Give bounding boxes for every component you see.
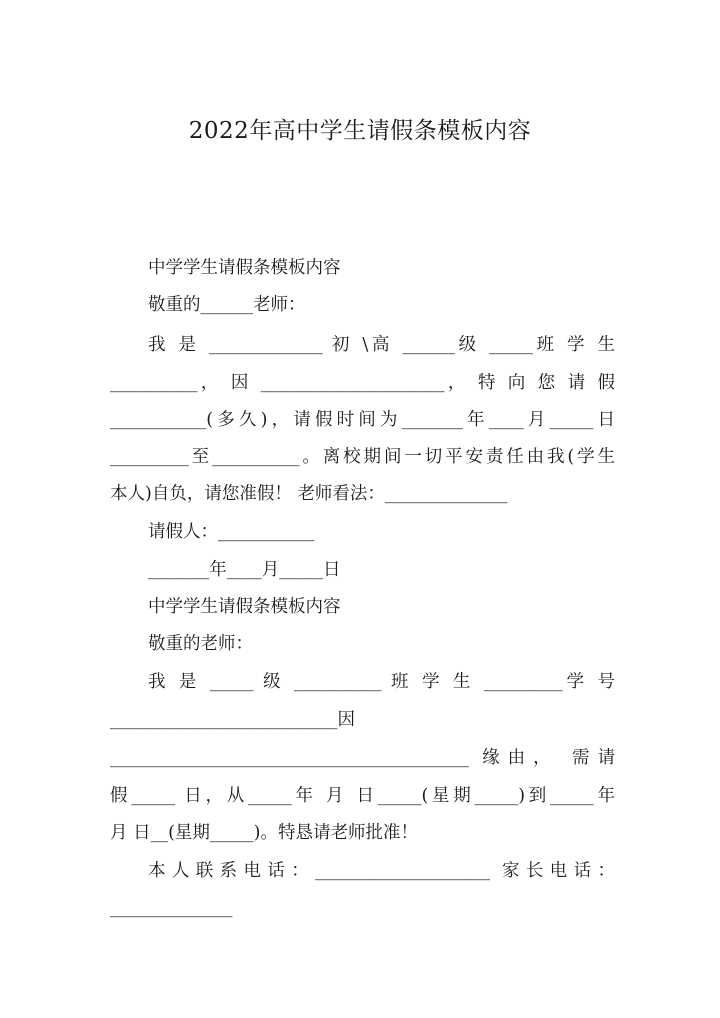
- body-line-2-2: __________________________因: [110, 710, 355, 730]
- body-line-2-1: 我 是 _____ 级 __________ 班 学 生 _________学 号: [148, 672, 615, 692]
- body-line-1-5: 本人)自负，请您准假！ 老师看法：______________: [110, 484, 508, 504]
- document-title: 2022年高中学生请假条模板内容: [188, 118, 532, 144]
- section-heading-2: 中学学生请假条模板内容: [148, 597, 341, 617]
- contact-line: 本人联系电话：____________________ 家长电话：: [148, 861, 615, 881]
- parent-phone-blank: ______________: [110, 898, 233, 918]
- body-line-1-1: 我 是 _____________ 初 \高 ______级 _____班 学 生: [148, 335, 615, 355]
- body-line-2-3: _________________________________________ 缘由， 需请: [110, 748, 615, 768]
- body-line-2-5: 月 日__(星期_____)。特恳请老师批准！: [110, 823, 418, 843]
- salutation-2: 敬重的老师：: [148, 634, 253, 654]
- applicant-line: 请假人：___________: [148, 522, 315, 542]
- body-line-1-4: _________至__________。离校期间一切平安责任由我(学生: [110, 447, 615, 467]
- section-heading-1: 中学学生请假条模板内容: [148, 258, 341, 278]
- date-line: _______年____月_____日: [148, 560, 341, 580]
- body-line-1-2: __________， 因 _____________________， 特 向 您 请 假: [110, 373, 615, 393]
- salutation-1: 敬重的______老师：: [148, 295, 306, 315]
- body-line-1-3: ___________(多久)，请假时间为_______年____月_____日: [110, 410, 615, 430]
- body-line-2-4: 假_____ 日，从_____年 月 日_____(星期_____)到_____年: [110, 786, 615, 806]
